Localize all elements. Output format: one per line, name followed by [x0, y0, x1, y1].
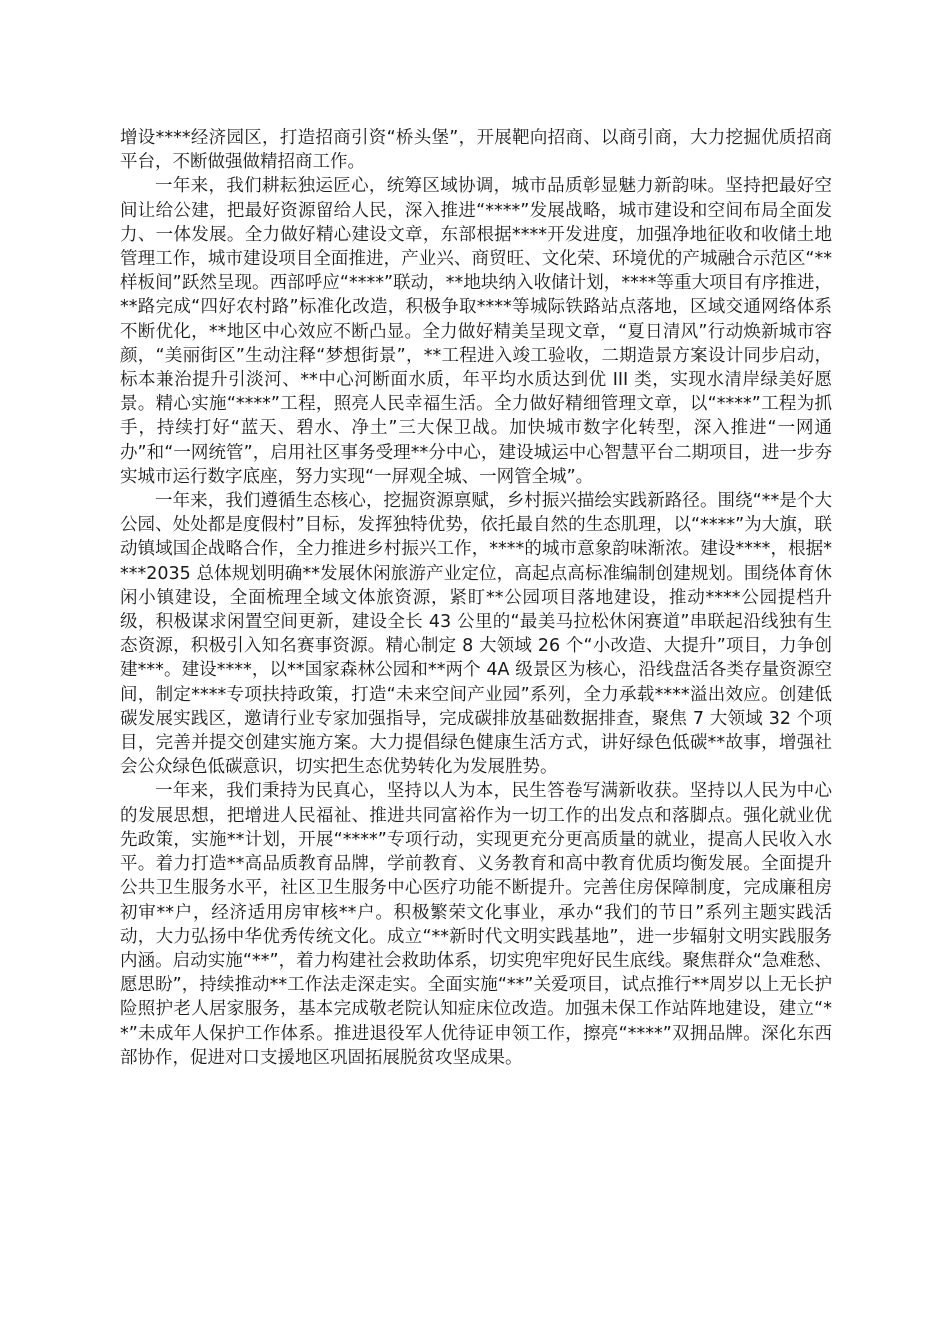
- document-body: [120, 126, 832, 1070]
- paragraph-2: 一年来，我们耕耘独运匠心，统筹区域协调，城市品质彰显魅力新韵味。坚持把最好空间让给公建，把最好资源留给人民，深入推进“****”发展战略，城市建设和空间布局全面发力、一体发展。全力做好精心建设文章，东部根据****开发进度，加强净地征收和收储土地管理工作，城市建设项目全面推进，产业兴、商贸旺、文化荣、环境优的产城融合示范区“**样板间”跃然呈现。西部呼应“****”联动，**地块纳入收储计划，****等重大项目有序推进，**路完成“四好农村路”标准化改造，积极争取****等城际铁路站点落地，区域交通网络体系不断优化，**地区中心效应不断凸显。全力做好精美呈现文章，“夏日清风”行动焕新城市容颜，“美丽街区”生动注释“梦想街景”，**工程进入竣工验收，二期造景方案设计同步启动，标本兼治提升引淡河、**中心河断面水质，年平均水质达到优 III 类，实现水清岸绿美好愿景。精心实施“****”工程，照亮人民幸福生活。全力做好精细管理文章，以“****”工程为抓手，持续打好“蓝天、碧水、净土”三大保卫战。加快城市数字化转型，深入推进“一网通办”和“一网统管”，启用社区事务受理**分中心，建设城运中心智慧平台二期项目，进一步夯实城市运行数字底座，努力实现“一屏观全城、一网管全城”。: [120, 176, 832, 487]
- paragraph-3: 一年来，我们遵循生态核心，挖掘资源禀赋，乡村振兴描绘实践新路径。围绕“**是个大公园、处处都是度假村”目标，发挥独特优势，依托最自然的生态肌理，以“****”为大旗，联动镇域国企战略合作，全力推进乡村振兴工作，****的城市意象韵味渐浓。建设****，根据****2035 总体规划明确**发展休闲旅游产业定位，高起点高标准编制创建规划。围绕体育休闲小镇建设，全面梳理全域文体旅资源，紧盯**公园项目落地建设，推动****公园提档升级，积极谋求闲置空间更新，建设全长 43 公里的“最美马拉松休闲赛道”串联起沿线独有生态资源，积极引入知名赛事资源。精心制定 8 大领域 26 个“小改造、大提升”项目，力争创建***。建设****，以**国家森林公园和**两个 4A 级景区为核心，沿线盘活各类存量资源空间，制定****专项扶持政策，打造“未来空间产业园”系列，全力承载****溢出效应。创建低碳发展实践区，邀请行业专家加强指导，完成碳排放基础数据排查，聚焦 7 大领域 32 个项目，完善并提交创建实施方案。大力提倡绿色健康生活方式，讲好绿色低碳**故事，增强社会公众绿色低碳意识，切实把生态优势转化为发展胜势。: [120, 491, 832, 778]
- paragraph-1: 增设****经济园区，打造招商引资“桥头堡”，开展靶向招商、以商引商，大力挖掘优质招商平台，不断做强做精招商工作。: [120, 128, 832, 173]
- paragraph-4: 一年来，我们秉持为民真心，坚持以人为本，民生答卷写满新收获。坚持以人民为中心的发展思想，把增进人民福祉、推进共同富裕作为一切工作的出发点和落脚点。强化就业优先政策，实施**计划，开展“****”专项行动，实现更充分更高质量的就业，提高人民收入水平。着力打造**高品质教育品牌，学前教育、义务教育和高中教育优质均衡发展。全面提升公共卫生服务水平，社区卫生服务中心医疗功能不断提升。完善住房保障制度，完成廉租房初审**户，经济适用房审核**户。积极繁荣文化事业，承办“我们的节日”系列主题实践活动，大力弘扬中华优秀传统文化。成立“**新时代文明实践基地”，进一步辐射文明实践服务内涵。启动实施“**”，着力构建社会救助体系，切实兜牢兜好民生底线。聚焦群众“急难愁、愿思盼”，持续推动**工作法走深走实。全面实施“**”关爱项目，试点推行**周岁以上无长护险照护老人居家服务，基本完成敬老院认知症床位改造。加强未保工作站阵地建设，建立“**”未成年人保护工作体系。推进退役军人优待证申领工作，擦亮“****”双拥品牌。深化东西部协作，促进对口支援地区巩固拓展脱贫攻坚成果。: [120, 781, 832, 1068]
